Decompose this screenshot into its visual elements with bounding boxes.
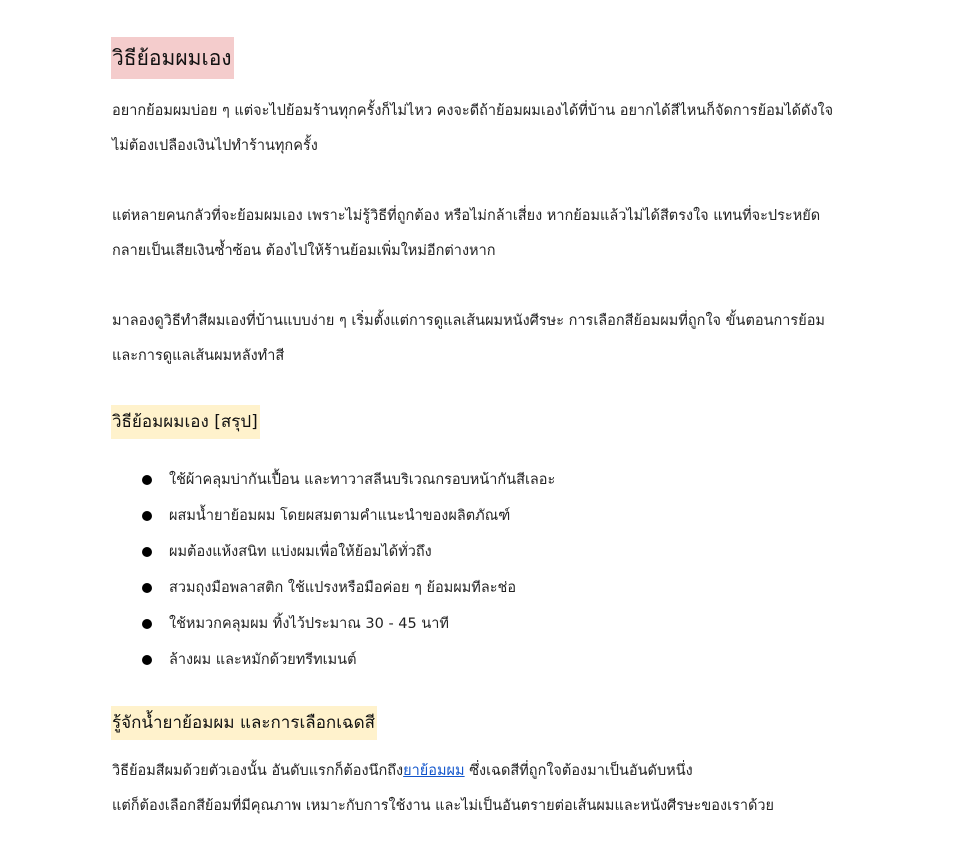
list-item-text: ผสมน้ำยาย้อมผม โดยผสมตามคำแนะนำของผลิตภัณฑ์ [169,508,511,524]
paragraph-line: และการดูแลเส้นผมหลังทำสี [112,348,285,364]
overview-paragraph [112,304,872,374]
bullet-icon [142,655,152,665]
summary-list [140,462,555,678]
list-item-text: ล้างผม และหมักด้วยทรีทเมนต์ [169,652,357,668]
list-item [140,606,555,642]
paragraph-line: ไม่ต้องเปลืองเงินไปทำร้านทุกครั้ง [112,138,318,154]
paragraph-line: แต่ก็ต้องเลือกสีย้อมที่มีคุณภาพ เหมาะกับการใช้งาน และไม่เป็นอันตรายต่อเส้นผมและหนังศีรษะของเราด้วย [112,798,775,814]
bullet-icon [142,619,152,629]
page-title: วิธีย้อมผมเอง [111,37,234,79]
list-item-text: ใช้หมวกคลุมผม ทิ้งไว้ประมาณ 30 - 45 นาที [169,616,449,632]
list-item-text: สวมถุงมือพลาสติก ใช้แปรงหรือมือค่อย ๆ ย้อมผมทีละช่อ [169,580,517,596]
summary-heading: วิธีย้อมผมเอง [สรุป] [111,405,260,439]
dye-paragraph [112,754,872,824]
concern-paragraph [112,199,872,269]
bullet-icon [142,511,152,521]
hair-dye-link[interactable]: ยาย้อมผม [403,763,465,779]
paragraph-line: อยากย้อมผมบ่อย ๆ แต่จะไปย้อมร้านทุกครั้งก็ไม่ไหว คงจะดีถ้าย้อมผมเองได้ที่บ้าน อยากได้สีไหนก็จัดการย้อมได้ดังใจ [112,103,834,119]
bullet-icon [142,583,152,593]
list-item-text: ผมต้องแห้งสนิท แบ่งผมเพื่อให้ย้อมได้ทั่วถึง [169,544,432,560]
paragraph-line: มาลองดูวิธีทำสีผมเองที่บ้านแบบง่าย ๆ เริ่มตั้งแต่การดูแลเส้นผมหนังศีรษะ การเลือกสีย้อมผมที่ถูกใจ ขั้นตอนการย้อม [112,313,825,329]
list-item [140,462,555,498]
list-item [140,498,555,534]
intro-paragraph [112,94,872,164]
list-item-text: ใช้ผ้าคลุมบ่ากันเปื้อน และทาวาสลีนบริเวณกรอบหน้ากันสีเลอะ [169,472,556,488]
paragraph-line [112,754,872,789]
bullet-icon [142,475,152,485]
dye-text-after-link: ซึ่งเฉดสีที่ถูกใจต้องมาเป็นอันดับหนึ่ง [464,763,693,779]
bullet-icon [142,547,152,557]
paragraph-line: กลายเป็นเสียเงินซ้ำซ้อน ต้องไปให้ร้านย้อมเพิ่มใหม่อีกต่างหาก [112,243,496,259]
dye-text-before-link: วิธีย้อมสีผมด้วยตัวเองนั้น อันดับแรกก็ต้องนึกถึง [112,763,404,779]
list-item [140,534,555,570]
list-item [140,642,555,678]
dye-section-heading: รู้จักน้ำยาย้อมผม และการเลือกเฉดสี [111,706,377,740]
paragraph-line: แต่หลายคนกลัวที่จะย้อมผมเอง เพราะไม่รู้วิธีที่ถูกต้อง หรือไม่กล้าเสี่ยง หากย้อมแล้วไม่ได้สีตรงใจ แทนที่จะประหยัด [112,208,821,224]
list-item [140,570,555,606]
